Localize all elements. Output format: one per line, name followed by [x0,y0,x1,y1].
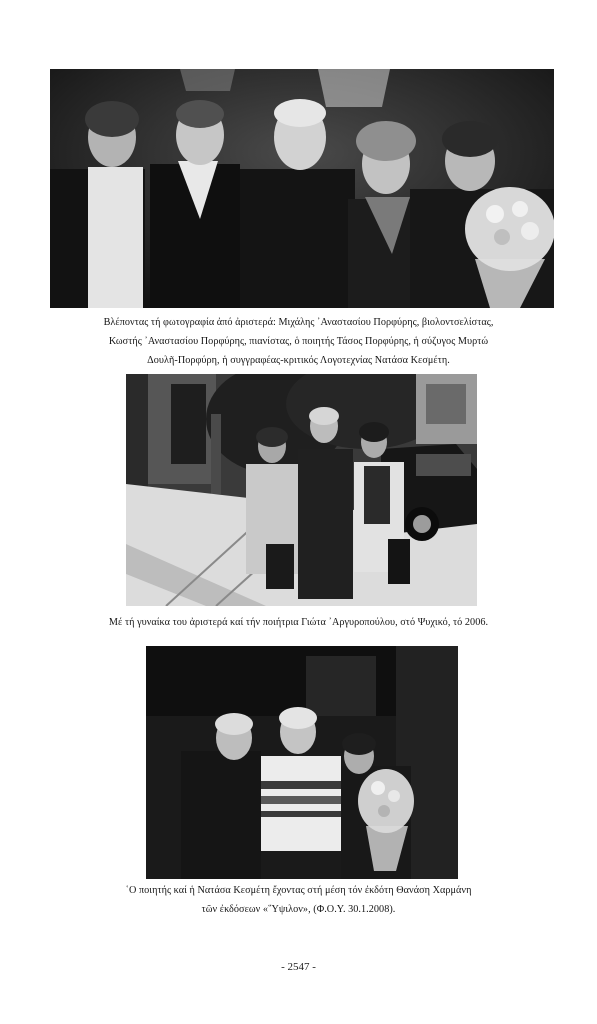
caption-photo-3-line-2: τῶν ἐκδόσεων «῞Υψιλον», (Φ.Ο.Υ. 30.1.2008). [201,904,396,915]
caption-photo-1-line-3: Δουλῆ-Πορφύρη, ἡ συγγραφέας-κριτικός Λογοτεχνίας Νατάσα Κεσμέτη. [147,355,450,366]
photo-family-group-image [50,69,554,308]
caption-photo-2 [0,613,597,632]
caption-photo-2-line-1: Μέ τή γυναίκα του ἀριστερά καί τήν ποιήτρια Γιώτα ᾿Αργυροπούλου, στό Ψυχικό, τό 2006. [108,617,489,628]
photo-street-psychiko-image [126,374,477,606]
photo-publisher-night-image [146,646,458,879]
caption-photo-3 [0,881,597,919]
caption-photo-1-line-2: Κωστής ᾿Αναστασίου Πορφύρης, πιανίστας, ὁ ποιητής Τάσος Πορφύρης, ἡ σύζυγος Μυρτώ [108,336,489,347]
photo-street-psychiko [126,374,477,606]
page-number: - 2547 - [281,961,316,973]
caption-photo-3-line-1: ῾Ο ποιητής καί ἡ Νατάσα Κεσμέτη ἔχοντας στή μέση τόν ἐκδότη Θανάση Χαρμάνη [125,885,472,896]
photo-publisher-night [146,646,458,879]
caption-photo-1-line-1: Βλέποντας τή φωτογραφία ἀπό ἀριστερά: Μιχάλης ᾿Αναστασίου Πορφύρης, βιολοντσελίστας, [103,317,494,328]
caption-photo-1 [0,313,597,370]
photo-family-group [50,69,554,308]
